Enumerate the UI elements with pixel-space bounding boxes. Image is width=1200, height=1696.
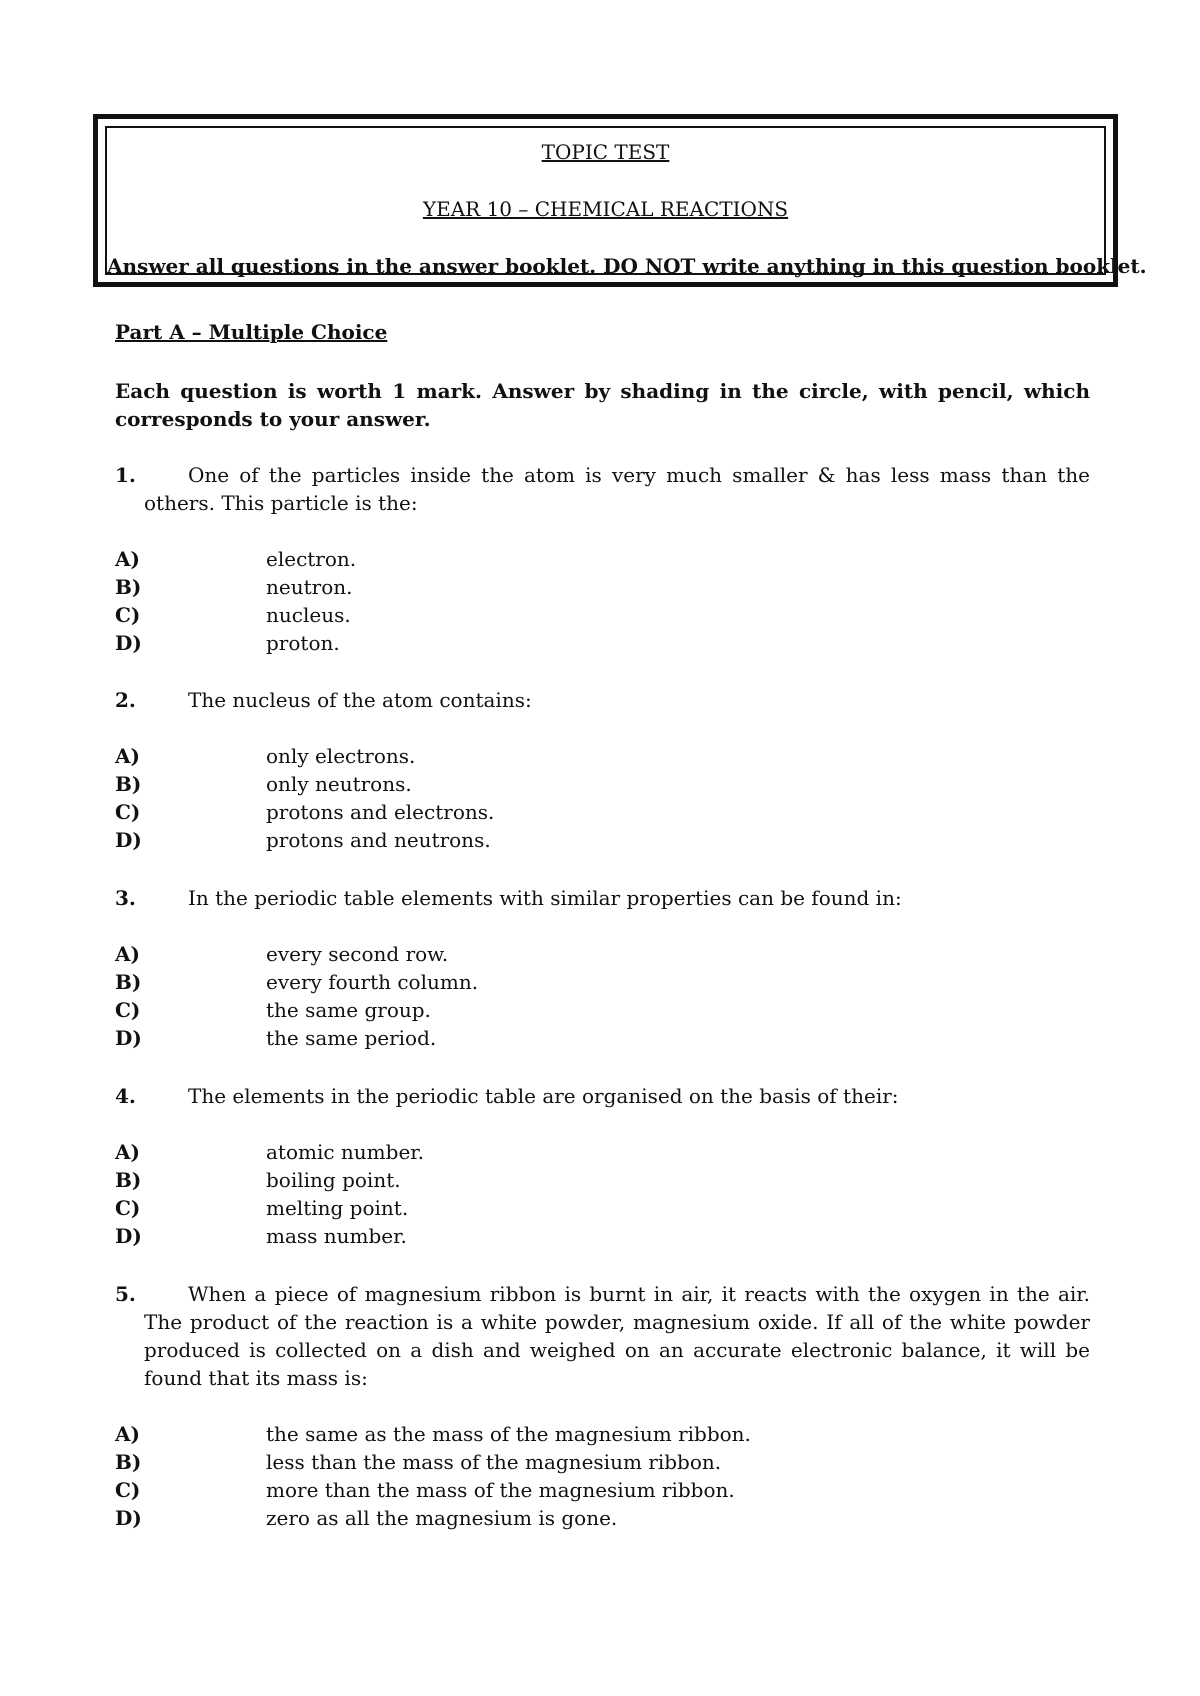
question-text: The elements in the periodic table are organised on the basis of their: xyxy=(188,1084,899,1108)
test-title: TOPIC TEST xyxy=(541,140,670,164)
option-letter: B) xyxy=(115,970,142,994)
question-3 xyxy=(115,884,1090,1052)
option-a xyxy=(115,545,1090,573)
header-box xyxy=(93,114,1147,287)
option-letter: C) xyxy=(115,998,141,1022)
option-c xyxy=(115,1194,1090,1222)
option-a xyxy=(115,742,1090,770)
option-letter: A) xyxy=(115,1140,140,1164)
option-list xyxy=(115,1138,1090,1250)
option-c xyxy=(115,1476,1090,1504)
option-a xyxy=(115,1420,1090,1448)
option-text: more than the mass of the magnesium ribbon. xyxy=(266,1478,735,1502)
part-a-intro: Each question is worth 1 mark. Answer by shading in the circle, with pencil, which corresponds to your answer. xyxy=(115,379,1090,431)
option-text: less than the mass of the magnesium ribbon. xyxy=(266,1450,722,1474)
option-text: the same group. xyxy=(266,998,431,1022)
option-b xyxy=(115,1166,1090,1194)
option-text: only electrons. xyxy=(266,744,416,768)
option-letter: D) xyxy=(115,828,142,852)
option-text: electron. xyxy=(266,547,357,571)
option-b xyxy=(115,573,1090,601)
question-stem xyxy=(115,884,1090,912)
question-5 xyxy=(115,1280,1090,1532)
option-d xyxy=(115,629,1090,657)
option-letter: B) xyxy=(115,1450,142,1474)
option-letter: B) xyxy=(115,1168,142,1192)
option-text: only neutrons. xyxy=(266,772,412,796)
question-4 xyxy=(115,1082,1090,1250)
option-text: melting point. xyxy=(266,1196,409,1220)
test-subtitle: YEAR 10 – CHEMICAL REACTIONS xyxy=(422,197,789,221)
option-text: zero as all the magnesium is gone. xyxy=(266,1506,618,1530)
option-b xyxy=(115,770,1090,798)
question-stem xyxy=(115,1082,1090,1110)
option-letter: A) xyxy=(115,744,140,768)
option-text: proton. xyxy=(266,631,340,655)
option-text: every second row. xyxy=(266,942,449,966)
question-number: 5. xyxy=(115,1282,136,1306)
option-text: the same period. xyxy=(266,1026,437,1050)
question-stem xyxy=(115,1280,1090,1392)
test-instruction: Answer all questions in the answer booklet. DO NOT write anything in this question booklet. xyxy=(107,254,1147,278)
question-text: When a piece of magnesium ribbon is burnt in air, it reacts with the oxygen in the air. The product of the reaction is a white powder, magnesium oxide. If all of the white powder produced is collected on a dish and weighed on an accurate electronic balance, it will be found that its mass is: xyxy=(144,1282,1090,1390)
option-b xyxy=(115,1448,1090,1476)
option-letter: A) xyxy=(115,1422,140,1446)
part-a-heading: Part A – Multiple Choice xyxy=(115,320,388,344)
option-letter: D) xyxy=(115,1506,142,1530)
question-text: The nucleus of the atom contains: xyxy=(188,688,532,712)
option-letter: C) xyxy=(115,603,141,627)
option-letter: B) xyxy=(115,772,142,796)
option-list xyxy=(115,742,1090,854)
option-d xyxy=(115,1222,1090,1250)
option-text: protons and neutrons. xyxy=(266,828,491,852)
question-text: In the periodic table elements with similar properties can be found in: xyxy=(188,886,902,910)
question-stem xyxy=(115,686,1090,714)
question-number: 4. xyxy=(115,1084,136,1108)
option-text: mass number. xyxy=(266,1224,407,1248)
option-b xyxy=(115,968,1090,996)
option-text: nucleus. xyxy=(266,603,351,627)
option-list xyxy=(115,545,1090,657)
option-c xyxy=(115,601,1090,629)
option-letter: C) xyxy=(115,1196,141,1220)
option-text: boiling point. xyxy=(266,1168,401,1192)
option-letter: C) xyxy=(115,800,141,824)
question-number: 1. xyxy=(115,463,136,487)
question-2 xyxy=(115,686,1090,854)
question-number: 3. xyxy=(115,886,136,910)
option-text: neutron. xyxy=(266,575,353,599)
option-a xyxy=(115,1138,1090,1166)
question-1 xyxy=(115,461,1090,657)
option-c xyxy=(115,996,1090,1024)
option-text: every fourth column. xyxy=(266,970,479,994)
option-c xyxy=(115,798,1090,826)
option-letter: A) xyxy=(115,547,140,571)
option-d xyxy=(115,1504,1090,1532)
option-letter: D) xyxy=(115,1026,142,1050)
option-letter: C) xyxy=(115,1478,141,1502)
option-d xyxy=(115,826,1090,854)
option-d xyxy=(115,1024,1090,1052)
option-letter: A) xyxy=(115,942,140,966)
question-number: 2. xyxy=(115,688,136,712)
option-text: the same as the mass of the magnesium ribbon. xyxy=(266,1422,751,1446)
option-letter: D) xyxy=(115,631,142,655)
option-letter: B) xyxy=(115,575,142,599)
header-inner-border xyxy=(105,126,1147,278)
option-text: protons and electrons. xyxy=(266,800,495,824)
option-list xyxy=(115,1420,1090,1532)
option-letter: D) xyxy=(115,1224,142,1248)
option-text: atomic number. xyxy=(266,1140,425,1164)
question-stem xyxy=(115,461,1090,517)
option-a xyxy=(115,940,1090,968)
question-text: One of the particles inside the atom is very much smaller & has less mass than the others. This particle is the: xyxy=(144,463,1090,515)
option-list xyxy=(115,940,1090,1052)
